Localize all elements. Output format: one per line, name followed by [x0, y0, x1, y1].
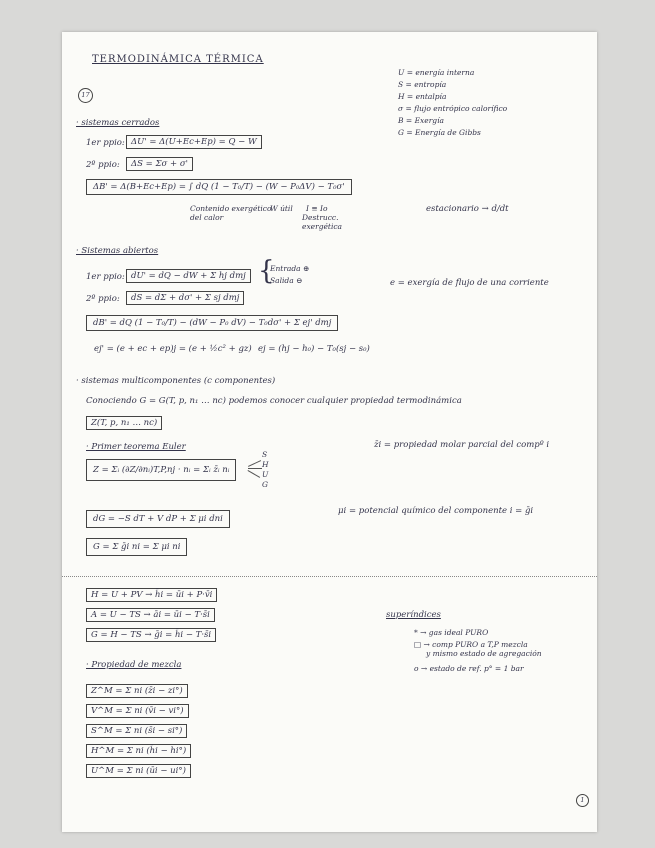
heading-superscripts: superíndices	[386, 610, 441, 620]
mixing-v-box: V^M = Σ ni (v̄i − vi°)	[86, 704, 189, 718]
section-divider	[62, 576, 597, 577]
legend-line-3: H = entalpía	[398, 92, 447, 101]
connector-line	[248, 470, 261, 478]
partial-molar-note: z̄i = propiedad molar parcial del compº i	[374, 440, 550, 450]
first-law-label: 1er ppio:	[86, 138, 125, 148]
mixing-s-box: S^M = Σ ni (s̄i − si°)	[86, 724, 187, 738]
annotation-energy-content: Contenido exergético	[190, 204, 272, 213]
z-function-box: Z(T, p, n₁ … nc)	[86, 416, 162, 430]
stationary-note: estacionario → d/dt	[426, 204, 509, 214]
heading-multicomponent: · sistemas multicomponentes (c componentes)	[76, 376, 276, 386]
exergy-closed-box: ΔB' = Δ(B+Ec+Ep) = ∫ dQ (1 − T₀/T) − (W − P₀ΔV) − T₀σ'	[86, 179, 352, 195]
first-law-open-label: 1er ppio:	[86, 272, 125, 282]
outlet-label: Salida ⊖	[270, 276, 303, 285]
annotation-io: I ≡ Io	[306, 204, 328, 213]
mixing-u-box: U^M = Σ ni (ūi − ui°)	[86, 764, 191, 778]
multicomponent-sentence: Conociendo G = G(T, p, n₁ … nc) podemos conocer cualquier propiedad termodinámica	[86, 396, 462, 406]
page-number-circle: 17	[78, 88, 93, 103]
flow-exergy-equation: ej' = (e + ec + ep)j = (e + ½c² + gz)	[94, 344, 252, 354]
annotation-work: W útil	[270, 204, 293, 213]
notebook-page	[62, 32, 597, 832]
euler-list-h: H	[262, 460, 269, 469]
mixing-z-box: Z^M = Σ ni (z̄i − zi°)	[86, 684, 188, 698]
superscript-pure-2: y mismo estado de agregación	[426, 649, 542, 658]
euler-list-g: G	[262, 480, 268, 489]
gibbs-differential-box: dG = −S dT + V dP + Σ μi dni	[86, 510, 230, 528]
helmholtz-box: A = U − TS → āi = ūi − T·s̄i	[86, 608, 215, 622]
heading-mixing: · Propiedad de mezcla	[86, 660, 182, 670]
second-law-open-box: dS = dΣ + dσ' + Σ sj dmj	[126, 291, 244, 305]
legend-line-2: S = entropía	[398, 80, 447, 89]
flow-exergy-equation-2: ej = (hj − h₀) − T₀(sj − s₀)	[258, 344, 370, 354]
euler-box: Z = Σᵢ (∂Z/∂nᵢ)T,P,nj · nᵢ = Σᵢ z̄ᵢ nᵢ	[86, 459, 236, 481]
second-law-open-label: 2º ppio:	[86, 294, 120, 304]
mixing-h-box: H^M = Σ ni (h̄i − hi°)	[86, 744, 191, 758]
connector-line	[248, 460, 261, 467]
second-law-label: 2º ppio:	[86, 160, 120, 170]
legend-line-6: G = Energía de Gibbs	[398, 128, 481, 137]
annotation-destruction: Destrucc.	[302, 213, 339, 222]
euler-list-u: U	[262, 470, 269, 479]
annotation-energetic: exergética	[302, 222, 343, 231]
flow-exergy-note: e = exergía de flujo de una corriente	[390, 278, 549, 288]
heading-euler: · Primer teorema Euler	[86, 442, 186, 452]
flow-brace: {	[258, 256, 275, 286]
gibbs-box: G = H − TS → ḡi = h̄i − T·s̄i	[86, 628, 216, 642]
connector-line	[248, 468, 262, 469]
heading-open-systems: · Sistemas abiertos	[76, 246, 159, 256]
euler-list-s: S	[262, 450, 268, 459]
enthalpy-box: H = U + PV → h̄i = ūi + P·v̄i	[86, 588, 217, 602]
superscript-pure: □ → comp PURO a T,P mezcla	[414, 640, 528, 649]
first-law-closed-box: ΔU' = Δ(U+Ec+Ep) = Q − W	[126, 135, 262, 149]
legend-line-5: B = Exergía	[398, 116, 444, 125]
superscript-reference: o → estado de ref. p° = 1 bar	[414, 664, 524, 673]
first-law-open-box: dU' = dQ − dW + Σ hj dmj	[126, 269, 251, 283]
exergy-open-box: dB' = dQ (1 − T₀/T) − (dW − P₀ dV) − T₀dσ' + Σ ej' dmj	[86, 315, 338, 331]
page-title: TERMODINÁMICA TÉRMICA	[92, 54, 264, 65]
heading-closed-systems: · sistemas cerrados	[76, 118, 160, 128]
inlet-label: Entrada ⊕	[270, 264, 310, 273]
annotation-heat: del calor	[190, 213, 224, 222]
page-corner-number: 1	[576, 794, 589, 807]
second-law-closed-box: ΔS = Σσ + σ'	[126, 157, 193, 171]
legend-line-4: σ = flujo entrópico calorífico	[398, 104, 508, 113]
superscript-ideal: * → gas ideal PURO	[414, 628, 489, 637]
gibbs-sum-box: G = Σ ḡi ni = Σ μi ni	[86, 538, 187, 556]
legend-line-1: U = energía interna	[398, 68, 475, 77]
chemical-potential-note: μi = potencial químico del componente i = ḡi	[338, 506, 534, 516]
